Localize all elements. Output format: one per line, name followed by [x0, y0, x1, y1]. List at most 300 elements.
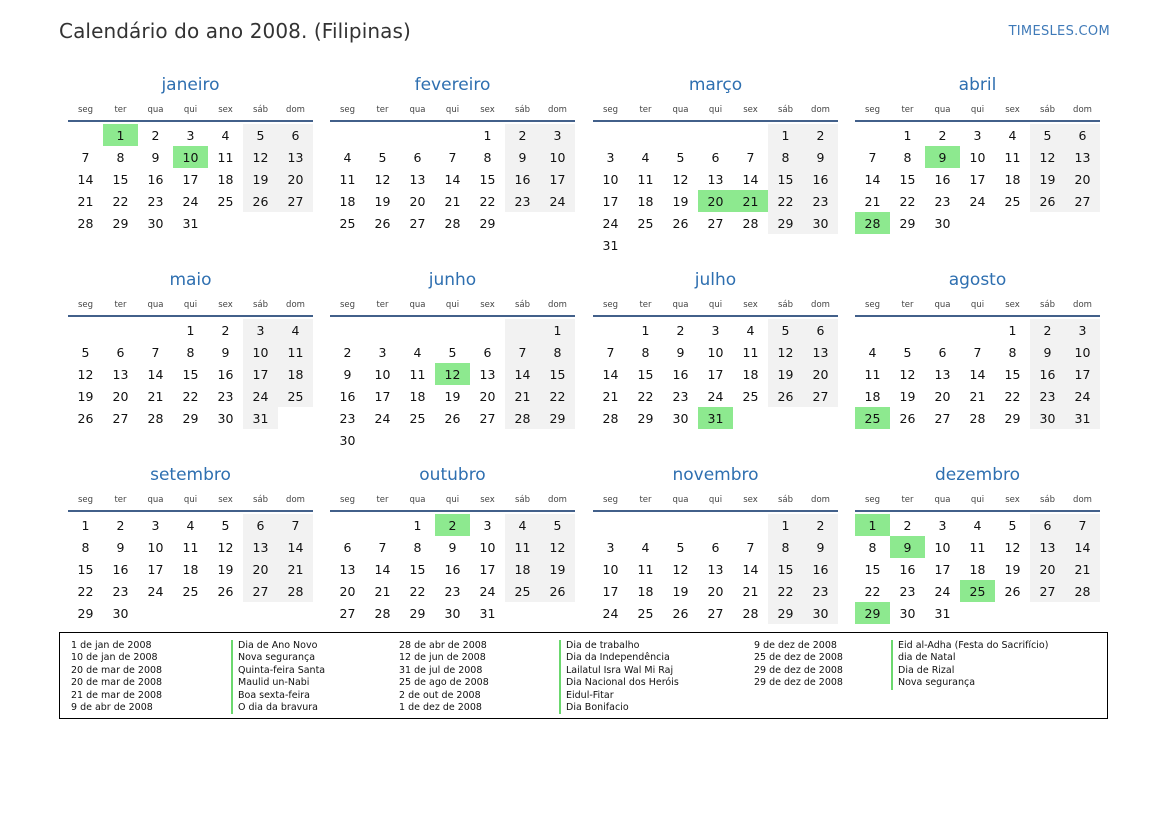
- day-cell: 31: [182, 215, 199, 231]
- day-cell: 17: [540, 168, 575, 190]
- weekday-label: ter: [901, 495, 914, 505]
- day-cell: 28: [602, 410, 619, 426]
- weekday-label: qua: [409, 105, 426, 115]
- day-cell: 29: [77, 605, 94, 621]
- day-cell: 29: [637, 410, 654, 426]
- day-cell: 8: [116, 149, 125, 165]
- day-cell: 15: [768, 558, 803, 580]
- day-cell: 12: [1004, 539, 1021, 555]
- holiday-date: 31 de jul de 2008: [399, 664, 483, 676]
- day-cell: 20: [479, 388, 496, 404]
- empty-cell: [243, 602, 278, 624]
- day-cell: 28: [742, 605, 759, 621]
- day-cell: 27: [243, 580, 278, 602]
- day-cell: 3: [938, 517, 947, 533]
- holiday-day-cell: 10: [173, 146, 208, 168]
- weekday-label: sáb: [252, 300, 269, 310]
- day-cell: 5: [1030, 124, 1065, 146]
- day-cell: 27: [707, 215, 724, 231]
- day-cell: 16: [112, 561, 129, 577]
- day-cell: 21: [374, 583, 391, 599]
- month-title: abril: [958, 75, 997, 95]
- day-cell: 29: [1004, 410, 1021, 426]
- day-cell: 25: [278, 385, 313, 407]
- day-cell: 11: [969, 539, 986, 555]
- day-cell: 8: [1008, 344, 1017, 360]
- day-cell: 26: [672, 605, 689, 621]
- day-cell: 28: [742, 215, 759, 231]
- day-cell: 5: [540, 514, 575, 536]
- weekday-label: sex: [1005, 105, 1020, 115]
- month-maio: [68, 269, 313, 429]
- day-cell: 11: [1004, 149, 1021, 165]
- day-cell: 16: [1030, 363, 1065, 385]
- day-cell: 29: [479, 215, 496, 231]
- day-cell: 7: [746, 539, 755, 555]
- day-cell: 16: [147, 171, 164, 187]
- day-cell: 24: [182, 193, 199, 209]
- month-julho: [593, 269, 838, 429]
- day-cell: 24: [707, 388, 724, 404]
- day-cell: 15: [899, 171, 916, 187]
- day-cell: 27: [112, 410, 129, 426]
- holiday-date: 25 de dez de 2008: [754, 652, 843, 664]
- weekday-label: sáb: [252, 105, 269, 115]
- day-cell: 31: [479, 605, 496, 621]
- holiday-date: 20 de mar de 2008: [71, 664, 163, 676]
- day-cell: 24: [374, 410, 391, 426]
- day-cell: 19: [374, 193, 391, 209]
- holiday-name: Eid al-Adha (Festa do Sacrifício): [891, 640, 1048, 652]
- day-cell: 13: [803, 341, 838, 363]
- day-cell: 20: [243, 558, 278, 580]
- day-cell: 26: [77, 410, 94, 426]
- day-cell: 22: [77, 583, 94, 599]
- empty-cell: [505, 319, 540, 341]
- holiday-name: Nova segurança: [891, 677, 1048, 689]
- empty-cell: [593, 514, 628, 536]
- day-cell: 4: [278, 319, 313, 341]
- day-cell: 4: [1008, 127, 1017, 143]
- day-cell: 11: [278, 341, 313, 363]
- day-cell: 27: [707, 605, 724, 621]
- day-cell: 2: [903, 517, 912, 533]
- empty-cell: [1065, 602, 1100, 624]
- empty-cell: [890, 319, 925, 341]
- day-cell: 11: [339, 171, 356, 187]
- day-cell: 5: [903, 344, 912, 360]
- day-cell: 9: [448, 539, 457, 555]
- day-cell: 2: [151, 127, 160, 143]
- holiday-name: Eidul-Fitar: [559, 690, 679, 702]
- day-cell: 10: [602, 171, 619, 187]
- day-cell: 3: [243, 319, 278, 341]
- legend-names-3: [891, 640, 1048, 690]
- weekday-label: ter: [376, 495, 389, 505]
- weekday-label: qua: [147, 495, 164, 505]
- day-cell: 22: [409, 583, 426, 599]
- day-cell: 9: [803, 536, 838, 558]
- day-cell: 6: [278, 124, 313, 146]
- day-cell: 14: [742, 561, 759, 577]
- weekday-label: qui: [708, 105, 723, 115]
- day-cell: 15: [112, 171, 129, 187]
- month-title: maio: [169, 270, 212, 290]
- weekday-label: qui: [970, 105, 985, 115]
- empty-cell: [103, 319, 138, 341]
- empty-cell: [365, 429, 400, 451]
- day-cell: 6: [1065, 124, 1100, 146]
- weekday-header: [68, 102, 313, 122]
- day-cell: 23: [899, 583, 916, 599]
- day-cell: 11: [742, 344, 759, 360]
- day-cell: 26: [243, 190, 278, 212]
- empty-cell: [208, 602, 243, 624]
- day-cell: 2: [505, 124, 540, 146]
- weekday-label: qui: [183, 105, 198, 115]
- day-cell: 7: [505, 341, 540, 363]
- day-cell: 22: [182, 388, 199, 404]
- day-cell: 4: [413, 344, 422, 360]
- weekday-label: qua: [934, 495, 951, 505]
- day-cell: 14: [278, 536, 313, 558]
- empty-cell: [365, 124, 400, 146]
- empty-cell: [698, 124, 733, 146]
- holiday-name: Boa sexta-feira: [231, 690, 325, 702]
- day-cell: 18: [637, 583, 654, 599]
- day-cell: 6: [711, 539, 720, 555]
- day-cell: 19: [243, 168, 278, 190]
- day-cell: 19: [1030, 168, 1065, 190]
- day-cell: 30: [444, 605, 461, 621]
- month-title: julho: [694, 270, 737, 290]
- weekday-label: dom: [286, 105, 305, 115]
- weekday-label: dom: [286, 495, 305, 505]
- day-cell: 14: [1065, 536, 1100, 558]
- empty-cell: [365, 319, 400, 341]
- weekday-label: dom: [1073, 300, 1092, 310]
- weekday-label: dom: [548, 495, 567, 505]
- weekday-label: sex: [218, 495, 233, 505]
- day-cell: 18: [505, 558, 540, 580]
- day-cell: 12: [540, 536, 575, 558]
- day-cell: 18: [339, 193, 356, 209]
- weekday-label: seg: [77, 105, 94, 115]
- holiday-day-cell: 21: [733, 190, 768, 212]
- weekday-label: qui: [445, 300, 460, 310]
- weekday-header: [855, 297, 1100, 317]
- day-cell: 31: [243, 407, 278, 429]
- day-cell: 16: [217, 366, 234, 382]
- weekday-header: [330, 102, 575, 122]
- day-cell: 5: [378, 149, 387, 165]
- weekday-label: ter: [376, 105, 389, 115]
- day-cell: 17: [602, 193, 619, 209]
- day-cell: 20: [112, 388, 129, 404]
- day-cell: 6: [938, 344, 947, 360]
- day-cell: 22: [1004, 388, 1021, 404]
- day-cell: 17: [374, 388, 391, 404]
- day-cell: 30: [934, 215, 951, 231]
- day-cell: 15: [637, 366, 654, 382]
- holiday-date: 20 de mar de 2008: [71, 677, 163, 689]
- weekday-label: dom: [1073, 495, 1092, 505]
- weekday-label: ter: [639, 495, 652, 505]
- brand-link[interactable]: TIMESLES.COM: [1008, 24, 1110, 39]
- day-cell: 13: [243, 536, 278, 558]
- day-cell: 23: [112, 583, 129, 599]
- day-cell: 10: [243, 341, 278, 363]
- day-cell: 14: [505, 363, 540, 385]
- day-cell: 30: [1030, 407, 1065, 429]
- day-cell: 4: [641, 539, 650, 555]
- day-cell: 30: [899, 605, 916, 621]
- month-title: março: [688, 75, 743, 95]
- holiday-date: 10 de jan de 2008: [71, 652, 158, 664]
- empty-cell: [995, 212, 1030, 234]
- day-grid: [593, 317, 838, 429]
- weekday-label: sáb: [1039, 495, 1056, 505]
- day-cell: 6: [711, 149, 720, 165]
- day-cell: 3: [483, 517, 492, 533]
- empty-cell: [925, 319, 960, 341]
- weekday-label: ter: [639, 300, 652, 310]
- empty-cell: [435, 429, 470, 451]
- day-grid: [68, 317, 313, 429]
- day-cell: 21: [1065, 558, 1100, 580]
- day-cell: 7: [378, 539, 387, 555]
- day-cell: 9: [116, 539, 125, 555]
- day-cell: 1: [413, 517, 422, 533]
- day-cell: 29: [768, 212, 803, 234]
- day-cell: 13: [278, 146, 313, 168]
- day-cell: 6: [413, 149, 422, 165]
- month-junho: [330, 269, 575, 451]
- month-title: agosto: [948, 270, 1007, 290]
- day-cell: 7: [1065, 514, 1100, 536]
- month-novembro: [593, 464, 838, 624]
- weekday-label: dom: [548, 300, 567, 310]
- holiday-day-cell: 20: [698, 190, 733, 212]
- day-cell: 12: [1030, 146, 1065, 168]
- holiday-day-cell: 29: [855, 602, 890, 624]
- day-cell: 30: [803, 212, 838, 234]
- empty-cell: [138, 602, 173, 624]
- day-cell: 24: [602, 605, 619, 621]
- holiday-date: 2 de out de 2008: [399, 689, 481, 701]
- day-cell: 17: [969, 171, 986, 187]
- day-cell: 10: [934, 539, 951, 555]
- day-cell: 15: [1004, 366, 1021, 382]
- weekday-label: dom: [286, 300, 305, 310]
- weekday-label: sex: [1005, 495, 1020, 505]
- day-cell: 12: [374, 171, 391, 187]
- day-cell: 4: [186, 517, 195, 533]
- day-cell: 16: [672, 366, 689, 382]
- weekday-label: sáb: [514, 495, 531, 505]
- day-cell: 30: [112, 605, 129, 621]
- holiday-name: O dia da bravura: [231, 702, 325, 714]
- day-cell: 17: [934, 561, 951, 577]
- day-cell: 11: [182, 539, 199, 555]
- day-cell: 9: [343, 366, 352, 382]
- day-cell: 8: [413, 539, 422, 555]
- month-dezembro: [855, 464, 1100, 624]
- empty-cell: [435, 319, 470, 341]
- holiday-name: Dia de Ano Novo: [231, 640, 325, 652]
- day-cell: 29: [899, 215, 916, 231]
- day-cell: 6: [1030, 514, 1065, 536]
- empty-cell: [173, 602, 208, 624]
- day-cell: 18: [278, 363, 313, 385]
- day-cell: 15: [864, 561, 881, 577]
- weekday-label: sáb: [1039, 105, 1056, 115]
- day-cell: 14: [969, 366, 986, 382]
- day-cell: 10: [374, 366, 391, 382]
- day-cell: 10: [147, 539, 164, 555]
- empty-cell: [855, 124, 890, 146]
- day-cell: 23: [505, 190, 540, 212]
- day-cell: 3: [540, 124, 575, 146]
- holiday-date: 12 de jun de 2008: [399, 652, 486, 664]
- day-cell: 2: [938, 127, 947, 143]
- weekday-label: ter: [901, 105, 914, 115]
- day-cell: 3: [186, 127, 195, 143]
- day-cell: 3: [973, 127, 982, 143]
- empty-cell: [803, 234, 838, 256]
- day-cell: 9: [1030, 341, 1065, 363]
- holiday-name: Nova segurança: [231, 652, 325, 664]
- day-cell: 4: [505, 514, 540, 536]
- holiday-date: 25 de ago de 2008: [399, 677, 489, 689]
- day-cell: 17: [602, 583, 619, 599]
- day-cell: 30: [672, 410, 689, 426]
- empty-cell: [470, 319, 505, 341]
- weekday-label: sex: [1005, 300, 1020, 310]
- holiday-day-cell: 31: [698, 407, 733, 429]
- day-cell: 20: [1030, 558, 1065, 580]
- empty-cell: [1030, 212, 1065, 234]
- day-cell: 1: [641, 322, 650, 338]
- day-cell: 5: [81, 344, 90, 360]
- weekday-label: seg: [864, 495, 881, 505]
- day-cell: 4: [221, 127, 230, 143]
- day-cell: 5: [243, 124, 278, 146]
- day-cell: 28: [969, 410, 986, 426]
- day-cell: 4: [868, 344, 877, 360]
- weekday-label: dom: [811, 300, 830, 310]
- holiday-date: 29 de dez de 2008: [754, 664, 843, 676]
- weekday-label: sex: [480, 300, 495, 310]
- day-cell: 2: [803, 124, 838, 146]
- month-outubro: [330, 464, 575, 624]
- day-cell: 20: [934, 388, 951, 404]
- day-cell: 18: [742, 366, 759, 382]
- weekday-header: [68, 297, 313, 317]
- day-cell: 21: [505, 385, 540, 407]
- weekday-label: seg: [602, 105, 619, 115]
- day-cell: 14: [147, 366, 164, 382]
- day-cell: 1: [186, 322, 195, 338]
- weekday-label: seg: [602, 495, 619, 505]
- day-cell: 7: [81, 149, 90, 165]
- day-cell: 1: [81, 517, 90, 533]
- day-cell: 27: [803, 385, 838, 407]
- day-cell: 17: [707, 366, 724, 382]
- weekday-label: dom: [811, 495, 830, 505]
- day-cell: 7: [868, 149, 877, 165]
- page-title: Calendário do ano 2008. (Filipinas): [59, 19, 411, 43]
- empty-cell: [365, 514, 400, 536]
- day-cell: 26: [444, 410, 461, 426]
- weekday-header: [330, 492, 575, 512]
- day-cell: 13: [1030, 536, 1065, 558]
- weekday-label: qui: [708, 495, 723, 505]
- day-cell: 17: [147, 561, 164, 577]
- day-cell: 7: [746, 149, 755, 165]
- weekday-header: [593, 102, 838, 122]
- day-cell: 16: [339, 388, 356, 404]
- day-grid: [330, 122, 575, 234]
- day-cell: 26: [899, 410, 916, 426]
- weekday-label: qua: [672, 105, 689, 115]
- day-cell: 1: [540, 319, 575, 341]
- day-cell: 19: [899, 388, 916, 404]
- holiday-day-cell: 9: [925, 146, 960, 168]
- empty-cell: [278, 212, 313, 234]
- holiday-name: Quinta-feira Santa: [231, 665, 325, 677]
- day-grid: [593, 122, 838, 256]
- empty-cell: [593, 319, 628, 341]
- day-cell: 1: [903, 127, 912, 143]
- empty-cell: [733, 234, 768, 256]
- empty-cell: [68, 124, 103, 146]
- month-agosto: [855, 269, 1100, 429]
- day-cell: 4: [343, 149, 352, 165]
- holiday-name: Dia Nacional dos Heróis: [559, 677, 679, 689]
- holiday-date: 1 de dez de 2008: [399, 701, 482, 713]
- day-cell: 11: [864, 366, 881, 382]
- holiday-day-cell: 1: [855, 514, 890, 536]
- day-grid: [855, 317, 1100, 429]
- day-cell: 18: [637, 193, 654, 209]
- day-cell: 12: [243, 146, 278, 168]
- holiday-name: Maulid un-Nabi: [231, 677, 325, 689]
- weekday-label: seg: [339, 105, 356, 115]
- holiday-day-cell: 25: [960, 580, 995, 602]
- day-cell: 8: [768, 536, 803, 558]
- weekday-label: ter: [114, 495, 127, 505]
- day-cell: 8: [81, 539, 90, 555]
- empty-cell: [68, 319, 103, 341]
- day-cell: 18: [1004, 171, 1021, 187]
- day-cell: 14: [864, 171, 881, 187]
- day-cell: 27: [339, 605, 356, 621]
- day-cell: 26: [768, 385, 803, 407]
- day-cell: 3: [606, 539, 615, 555]
- weekday-label: qua: [934, 300, 951, 310]
- day-cell: 13: [112, 366, 129, 382]
- day-cell: 24: [479, 583, 496, 599]
- day-grid: [855, 512, 1100, 624]
- day-cell: 6: [803, 319, 838, 341]
- day-cell: 4: [641, 149, 650, 165]
- day-cell: 19: [540, 558, 575, 580]
- day-cell: 19: [444, 388, 461, 404]
- weekday-label: sex: [480, 495, 495, 505]
- empty-cell: [663, 124, 698, 146]
- day-cell: 25: [505, 580, 540, 602]
